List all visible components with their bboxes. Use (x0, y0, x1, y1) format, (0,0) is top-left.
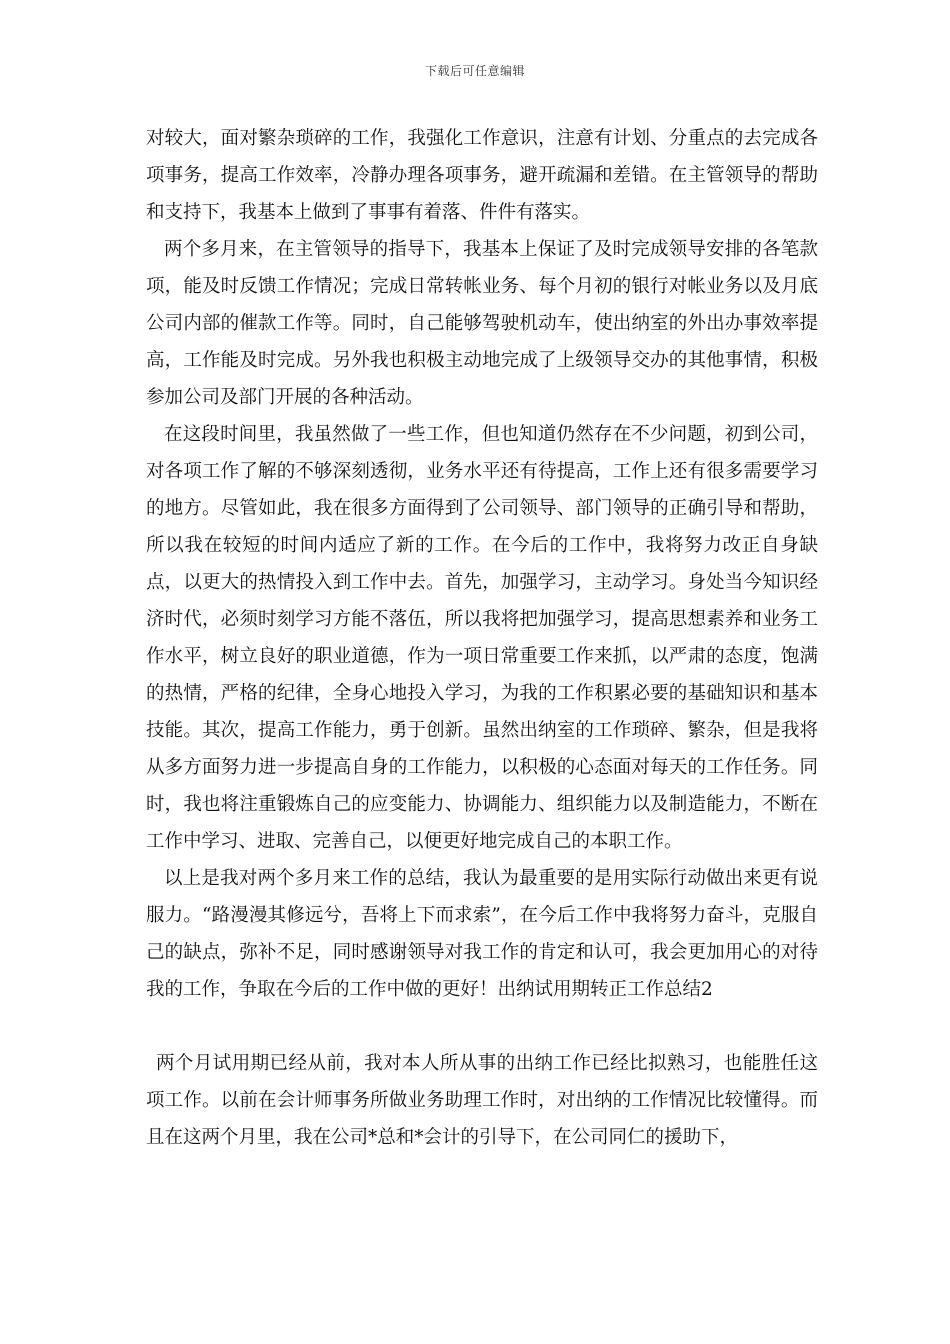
page-header: 下载后可任意编辑 (424, 64, 525, 78)
paragraph-conclusion: 以上是我对两个多月来工作的总结，我认为最重要的是用实际行动做出来更有说服力。“路漫漫其修远兮，吾将上下而求索”，在今后工作中我将努力奋斗，克服自己的缺点，弥补不足，同时感谢领导对我工作的肯定和认可，我会更加用心的对待我的工作，争取在今后的工作中做的更好！出纳试用期转正工作总结2 (146, 868, 818, 1000)
paragraph-problems-and-plans: 在这段时间里，我虽然做了一些工作，但也知道仍然存在不少问题，初到公司，对各项工作了解的不够深刻透彻，业务水平还有待提高，工作上还有很多需要学习的地方。尽管如此，我在很多方面得到了公司领导、部门领导的正确引导和帮助，所以我在较短的时间内适应了新的工作。在今后的工作中，我将努力改正自身缺点，以更大的热情投入到工作中去。首先，加强学习，主动学习。身处当今知识经济时代，必须时刻学习方能不落伍，所以我将把加强学习，提高思想素养和业务工作水平，树立良好的职业道德，作为一项日常重要工作来抓，以严肃的态度，饱满的热情，严格的纪律，全身心地投入学习，为我的工作积累必要的基础知识和基本技能。其次，提高工作能力，勇于创新。虽然出纳室的工作琐碎、繁杂，但是我将从多方面努力进一步提高自身的工作能力，以积极的心态面对每天的工作任务。同时，我也将注重锻炼自己的应变能力、协调能力、组织能力以及制造能力，不断在工作中学习、进取、完善自己，以便更好地完成自己的本职工作。 (146, 424, 818, 852)
paragraph-second-summary: 两个月试用期已经从前，我对本人所从事的出纳工作已经比拟熟习，也能胜任这项工作。以前在会计师事务所做业务助理工作时，对出纳的工作情况比较懂得。而且在这两个月里，我在公司*总和*会计的引导下，在公司同仁的援助下， (146, 1053, 818, 1148)
paragraph-work-summary: 两个多月来，在主管领导的指导下，我基本上保证了及时完成领导安排的各笔款项，能及时反馈工作情况；完成日常转帐业务、每个月初的银行对帐业务以及月底公司内部的催款工作等。同时，自己能够驾驶机动车，使出纳室的外出办事效率提高，工作能及时完成。另外我也积极主动地完成了上级领导交办的其他事情，积极参加公司及部门开展的各种活动。 (146, 239, 818, 408)
paragraph-gap (146, 1008, 818, 1045)
paragraph-continuation: 对较大，面对繁杂琐碎的工作，我强化工作意识，注意有计划、分重点的去完成各项事务，提高工作效率，冷静办理各项事务，避开疏漏和差错。在主管领导的帮助和支持下，我基本上做到了事事有着落、件件有落实。 (146, 128, 818, 223)
document-body (146, 120, 818, 1156)
